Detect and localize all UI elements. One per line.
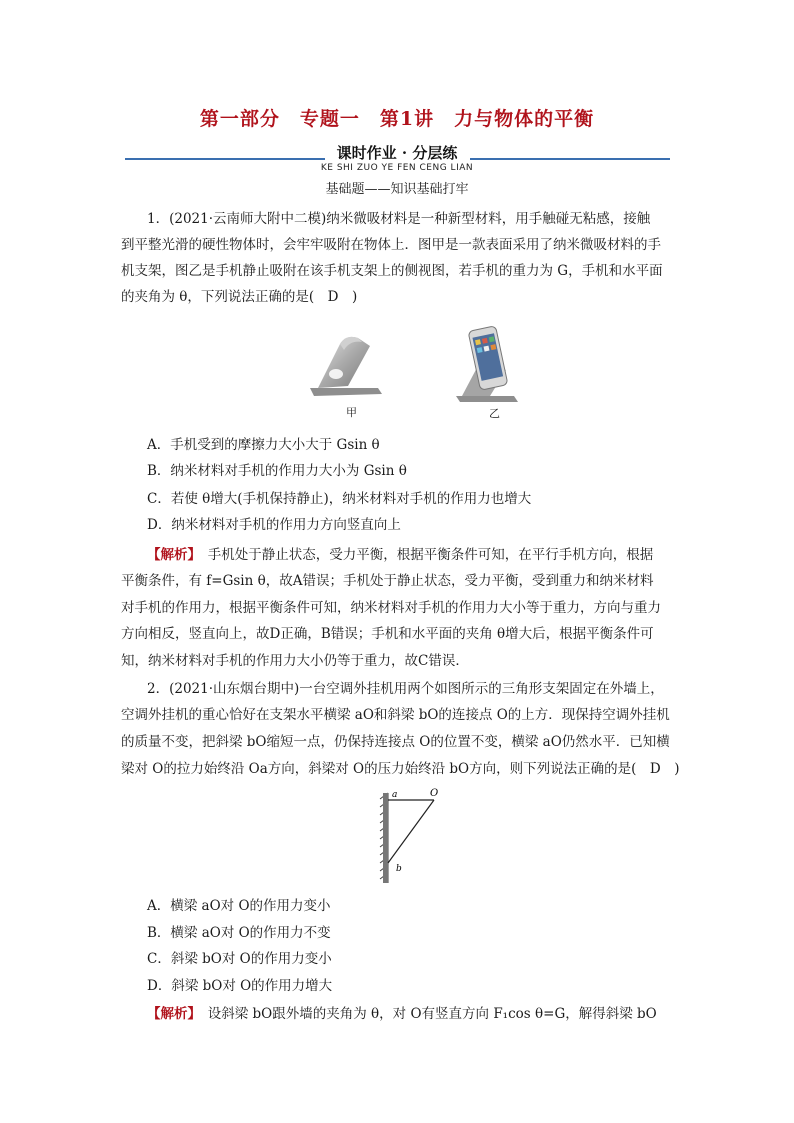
q1-analysis-line: 平衡条件，有 f=Gsin θ，故A错误；手机处于静止状态，受力平衡，受到重力和纳米材料 <box>121 573 654 589</box>
q1-analysis-line: 方向相反，竖直向上，故D正确，B错误；手机和水平面的夹角 θ增大后，根据平衡条件可 <box>121 626 654 642</box>
figure-label-jia: 甲 <box>346 406 357 419</box>
section-subtitle: 基础题——知识基础打牢 <box>325 182 469 197</box>
q2-option-d: D．斜梁 bO对 O的作用力增大 <box>147 978 333 994</box>
q1-analysis-line: 知，纳米材料对手机的作用力大小仍等于重力，故C错误． <box>121 653 469 669</box>
q2-line: 空调外挂机的重心恰好在支架水平横梁 aO和斜梁 bO的连接点 O的上方．现保持空调外挂机 <box>121 707 670 723</box>
q1-option-b: B．纳米材料对手机的作用力大小为 Gsin θ <box>147 463 407 479</box>
banner-pinyin: KE SHI ZUO YE FEN CENG LIAN <box>320 163 474 173</box>
q2-analysis-first-line <box>147 1002 657 1022</box>
figure-wall-bracket <box>372 785 452 890</box>
q1-option-a: A．手机受到的摩擦力大小大于 Gsin θ <box>147 437 380 453</box>
q1-analysis-text: 手机处于静止状态，受力平衡，根据平衡条件可知，在平行手机方向，根据 <box>194 547 654 563</box>
q2-option-a: A．横梁 aO对 O的作用力变小 <box>147 898 331 914</box>
q2-line: 2．(2021·山东烟台期中)一台空调外挂机用两个如图所示的三角形支架固定在外墙上， <box>147 681 664 697</box>
q1-line: 机支架，图乙是手机静止吸附在该手机支架上的侧视图，若手机的重力为 G，手机和水平面 <box>121 263 663 279</box>
banner-title: 课时作业 · 分层练 <box>336 144 458 162</box>
label-b: b <box>396 864 402 874</box>
q1-line: 到平整光滑的硬性物体时，会牢牢吸附在物体上．图甲是一款表面采用了纳米微吸材料的手 <box>121 237 661 253</box>
q2-analysis-text: 设斜梁 bO跟外墙的夹角为 θ，对 O有竖直方向 F₁cos θ=G，解得斜梁 bO <box>194 1006 657 1022</box>
q1-analysis-first-line <box>147 543 653 563</box>
q1-line: 的夹角为 θ，下列说法正确的是( D ) <box>121 289 358 305</box>
figure-phone-on-stand <box>450 322 525 404</box>
q1-analysis-tag: 【解析】 <box>147 547 195 563</box>
figure-label-yi: 乙 <box>489 407 500 420</box>
figure-phone-stand <box>300 320 390 400</box>
q2-option-c: C．斜梁 bO对 O的作用力变小 <box>147 951 332 967</box>
q2-option-b: B．横梁 aO对 O的作用力不变 <box>147 925 331 941</box>
q2-analysis-tag: 【解析】 <box>147 1006 195 1022</box>
page-title: 第一部分 专题一 第1讲 力与物体的平衡 <box>199 108 595 130</box>
q2-line: 的质量不变，把斜梁 bO缩短一点，仍保持连接点 O的位置不变，横梁 aO仍然水平．已知横 <box>121 734 670 750</box>
q2-line: 梁对 O的拉力始终沿 Oa方向，斜梁对 O的压力始终沿 bO方向，则下列说法正确的是( D ) <box>121 761 680 777</box>
q1-option-c: C．若使 θ增大(手机保持静止)，纳米材料对手机的作用力也增大 <box>147 491 532 507</box>
q1-option-d: D．纳米材料对手机的作用力方向竖直向上 <box>147 517 401 533</box>
label-a: a <box>392 790 398 800</box>
q1-line: 1．(2021·云南师大附中二模)纳米微吸材料是一种新型材料，用手触碰无粘感，接触 <box>147 211 651 227</box>
q1-analysis-line: 对手机的作用力，根据平衡条件可知，纳米材料对手机的作用力大小等于重力，方向与重力 <box>121 600 661 616</box>
label-o: O <box>430 788 439 799</box>
